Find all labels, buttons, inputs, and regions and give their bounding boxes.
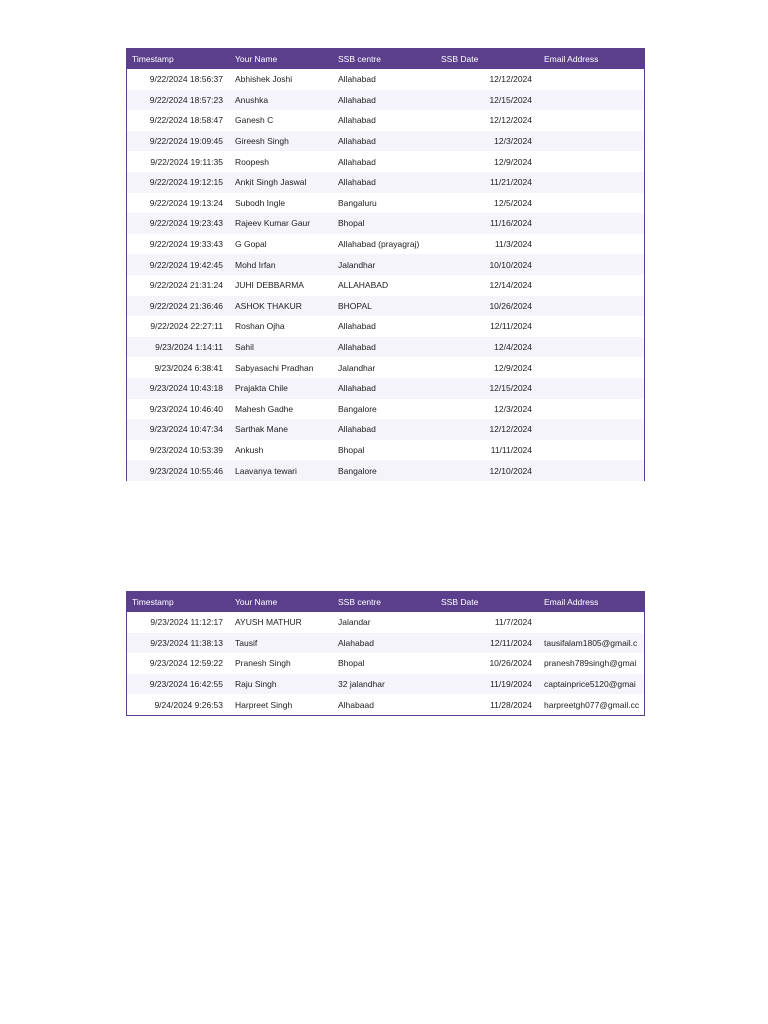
cell-name: ASHOK THAKUR (235, 300, 302, 311)
cell-ssb-centre: 32 jalandhar (338, 679, 385, 690)
cell-name: Abhishek Joshi (235, 74, 293, 85)
cell-email (539, 90, 644, 111)
cell-email (539, 110, 644, 131)
cell-timestamp: 9/23/2024 10:47:34 (149, 424, 223, 435)
cell-email: captainprice5120@gmai (544, 679, 636, 690)
cell-email (539, 151, 644, 172)
cell-ssb-centre: Jalandhar (338, 362, 376, 373)
table-row (127, 399, 644, 420)
cell-ssb-date: 11/7/2024 (494, 617, 532, 628)
cell-ssb-centre: Allahabad (prayagraj) (338, 239, 420, 250)
cell-ssb-date: 11/11/2024 (490, 444, 532, 455)
cell-name: Ankit Singh Jaswal (235, 177, 307, 188)
table-row (127, 674, 644, 695)
cell-ssb-centre: Jalandar (338, 617, 371, 628)
cell-ssb-date: 11/21/2024 (490, 177, 532, 188)
table-row (127, 69, 644, 90)
table-header (127, 48, 644, 69)
cell-email (539, 234, 644, 255)
table-row (127, 131, 644, 152)
cell-email (539, 612, 644, 633)
table-row (127, 151, 644, 172)
cell-email (539, 337, 644, 358)
table-row (127, 193, 644, 214)
cell-ssb-centre: Bangalore (338, 403, 377, 414)
cell-name: Rajeev Kumar Gaur (235, 218, 311, 229)
cell-ssb-date: 11/28/2024 (490, 699, 532, 710)
cell-timestamp: 9/23/2024 6:38:41 (154, 362, 223, 373)
table-row (127, 234, 644, 255)
cell-timestamp: 9/23/2024 16:42:55 (149, 679, 223, 690)
cell-timestamp: 9/22/2024 19:12:15 (149, 177, 223, 188)
cell-ssb-centre: Allahabad (338, 115, 376, 126)
cell-ssb-date: 11/3/2024 (494, 239, 532, 250)
cell-timestamp: 9/22/2024 18:58:47 (149, 115, 223, 126)
cell-timestamp: 9/22/2024 21:31:24 (149, 280, 223, 291)
table-row (127, 296, 644, 317)
cell-ssb-centre: Jalandhar (338, 259, 376, 270)
cell-ssb-date: 12/11/2024 (490, 321, 532, 332)
table-row (127, 254, 644, 275)
cell-email (539, 131, 644, 152)
cell-name: JUHI DEBBARMA (235, 280, 304, 291)
header-your-name: Your Name (235, 596, 278, 607)
table-row (127, 275, 644, 296)
cell-ssb-centre: Allahabad (338, 156, 376, 167)
cell-email (539, 296, 644, 317)
table-row (127, 172, 644, 193)
cell-email: pranesh789singh@gmai (544, 658, 637, 669)
table-header (127, 591, 644, 612)
cell-name: Pranesh Singh (235, 658, 291, 669)
cell-email (539, 172, 644, 193)
cell-ssb-centre: Allahabad (338, 424, 376, 435)
cell-ssb-date: 12/9/2024 (494, 156, 532, 167)
cell-ssb-centre: Allahabad (338, 177, 376, 188)
cell-name: Gireesh Singh (235, 136, 289, 147)
cell-timestamp: 9/22/2024 19:13:24 (149, 197, 223, 208)
cell-timestamp: 9/23/2024 10:53:39 (149, 444, 223, 455)
table-row (127, 213, 644, 234)
cell-timestamp: 9/23/2024 10:55:46 (149, 465, 223, 476)
cell-ssb-centre: Bhopal (338, 658, 365, 669)
cell-email (539, 357, 644, 378)
cell-ssb-centre: Bangalore (338, 465, 377, 476)
cell-ssb-centre: Bangaluru (338, 197, 377, 208)
cell-email (539, 213, 644, 234)
table-row (127, 357, 644, 378)
cell-ssb-centre: Allahabad (338, 342, 376, 353)
cell-name: Prajakta Chile (235, 383, 288, 394)
cell-timestamp: 9/23/2024 1:14:11 (155, 342, 223, 353)
cell-ssb-date: 12/10/2024 (489, 465, 532, 476)
cell-email (539, 440, 644, 461)
cell-ssb-date: 10/26/2024 (489, 658, 532, 669)
cell-ssb-date: 11/16/2024 (490, 218, 532, 229)
table-row (127, 440, 644, 461)
cell-name: Mohd Irfan (235, 259, 276, 270)
cell-email (539, 419, 644, 440)
cell-name: Laavanya tewari (235, 465, 297, 476)
cell-name: Sabyasachi Pradhan (235, 362, 314, 373)
cell-timestamp: 9/23/2024 10:46:40 (149, 403, 223, 414)
cell-ssb-date: 12/5/2024 (494, 197, 532, 208)
cell-ssb-date: 12/4/2024 (494, 342, 532, 353)
cell-ssb-date: 11/19/2024 (490, 679, 532, 690)
cell-email (539, 254, 644, 275)
table-row (127, 419, 644, 440)
cell-ssb-centre: Alhabaad (338, 699, 374, 710)
responses-table-1 (126, 48, 645, 481)
header-timestamp: Timestamp (132, 53, 174, 64)
header-email-address: Email Address (544, 596, 599, 607)
cell-timestamp: 9/22/2024 19:33:43 (149, 239, 223, 250)
cell-name: Subodh Ingle (235, 197, 286, 208)
table-row (127, 694, 644, 715)
header-ssb-centre: SSB centre (338, 53, 381, 64)
cell-timestamp: 9/22/2024 19:09:45 (149, 136, 223, 147)
cell-ssb-centre: Bhopal (338, 444, 365, 455)
cell-timestamp: 9/22/2024 19:23:43 (149, 218, 223, 229)
cell-timestamp: 9/23/2024 11:12:17 (150, 617, 223, 628)
cell-ssb-date: 10/26/2024 (489, 300, 532, 311)
cell-name: Roshan Ojha (235, 321, 285, 332)
cell-email (539, 69, 644, 90)
cell-ssb-date: 12/9/2024 (494, 362, 532, 373)
cell-name: Roopesh (235, 156, 270, 167)
table-row (127, 337, 644, 358)
cell-ssb-date: 10/10/2024 (489, 259, 532, 270)
cell-timestamp: 9/23/2024 10:43:18 (149, 383, 223, 394)
cell-name: G Gopal (235, 239, 267, 250)
header-ssb-date: SSB Date (441, 596, 479, 607)
cell-ssb-date: 12/14/2024 (489, 280, 532, 291)
cell-ssb-centre: Alahabad (338, 637, 374, 648)
cell-name: Anushka (235, 94, 269, 105)
cell-timestamp: 9/22/2024 18:56:37 (149, 74, 223, 85)
header-timestamp: Timestamp (132, 596, 174, 607)
cell-ssb-date: 12/15/2024 (489, 94, 532, 105)
cell-ssb-centre: ALLAHABAD (338, 280, 389, 291)
cell-name: Sahil (235, 342, 254, 353)
cell-email: harpreetgh077@gmail.cc (544, 699, 640, 710)
table-row (127, 612, 644, 633)
cell-email (539, 399, 644, 420)
cell-timestamp: 9/22/2024 22:27:11 (150, 321, 223, 332)
header-ssb-centre: SSB centre (338, 596, 381, 607)
table-row (127, 653, 644, 674)
cell-timestamp: 9/22/2024 19:11:35 (150, 156, 223, 167)
cell-timestamp: 9/22/2024 18:57:23 (149, 94, 223, 105)
cell-name: Ankush (235, 444, 264, 455)
cell-name: AYUSH MATHUR (235, 617, 302, 628)
cell-timestamp: 9/23/2024 12:59:22 (149, 658, 223, 669)
cell-ssb-centre: Bhopal (338, 218, 365, 229)
cell-name: Sarthak Mane (235, 424, 288, 435)
cell-ssb-date: 12/3/2024 (494, 136, 532, 147)
table-row (127, 90, 644, 111)
cell-ssb-centre: Allahabad (338, 136, 376, 147)
cell-ssb-centre: Allahabad (338, 383, 376, 394)
cell-timestamp: 9/23/2024 11:38:13 (150, 637, 223, 648)
cell-ssb-centre: BHOPAL (338, 300, 372, 311)
cell-name: Mahesh Gadhe (235, 403, 294, 414)
cell-ssb-date: 12/12/2024 (489, 74, 532, 85)
table-row (127, 316, 644, 337)
table-row (127, 633, 644, 654)
cell-timestamp: 9/22/2024 19:42:45 (149, 259, 223, 270)
cell-ssb-centre: Allahabad (338, 74, 376, 85)
cell-ssb-centre: Allahabad (338, 94, 376, 105)
cell-name: Harpreet Singh (235, 699, 293, 710)
responses-table-2 (126, 591, 645, 716)
cell-ssb-centre: Allahabad (338, 321, 376, 332)
table-row (127, 460, 644, 481)
cell-name: Ganesh C (235, 115, 274, 126)
header-email-address: Email Address (544, 53, 599, 64)
header-your-name: Your Name (235, 53, 278, 64)
cell-timestamp: 9/22/2024 21:36:46 (149, 300, 223, 311)
cell-email (539, 316, 644, 337)
table-row (127, 110, 644, 131)
cell-email (539, 378, 644, 399)
header-ssb-date: SSB Date (441, 53, 479, 64)
cell-email (539, 193, 644, 214)
cell-name: Raju Singh (235, 679, 277, 690)
cell-email (539, 460, 644, 481)
cell-name: Tausif (235, 637, 258, 648)
cell-timestamp: 9/24/2024 9:26:53 (154, 699, 223, 710)
cell-ssb-date: 12/3/2024 (494, 403, 532, 414)
cell-ssb-date: 12/12/2024 (489, 424, 532, 435)
table-row (127, 378, 644, 399)
cell-email: tausifalam1805@gmail.c (544, 637, 638, 648)
cell-email (539, 275, 644, 296)
cell-ssb-date: 12/12/2024 (489, 115, 532, 126)
cell-ssb-date: 12/11/2024 (490, 637, 532, 648)
cell-ssb-date: 12/15/2024 (489, 383, 532, 394)
